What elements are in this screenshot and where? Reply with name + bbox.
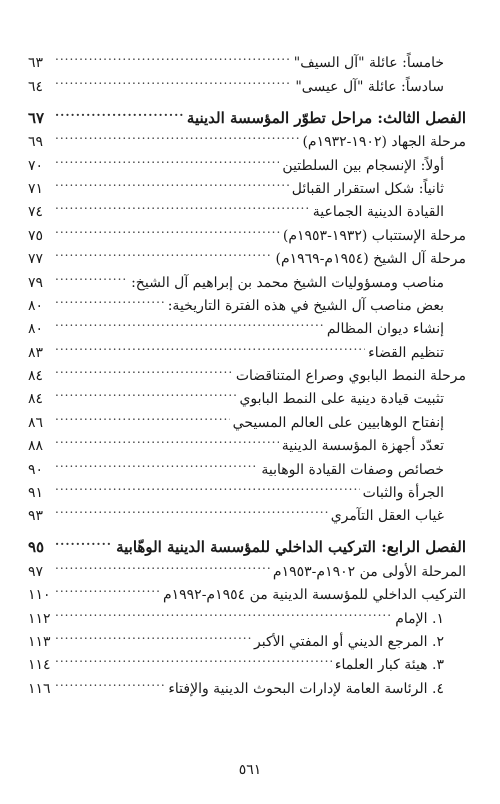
- toc-leader-dots: [55, 474, 360, 497]
- toc-entry-title: تنظيم القضاء: [368, 344, 444, 361]
- toc-entry-title: إنشاء ديوان المظالم: [326, 321, 444, 338]
- toc-entry-title: مرحلة الجهاد (١٩٠٢-١٩٣٢م): [302, 134, 466, 151]
- toc-entry-page: ٩٥: [28, 538, 45, 557]
- toc-entry-title: مرحلة الإستتباب (١٩٣٢-١٩٥٣م): [282, 227, 466, 244]
- toc-leader-dots: [55, 552, 270, 575]
- toc-leader-dots: [55, 193, 310, 216]
- toc-entry-page: ٨٨: [28, 438, 44, 455]
- toc-entry-page: ٨٤: [28, 368, 44, 385]
- toc-leader-dots: [55, 526, 113, 552]
- toc-entry-title: مرحلة النمط البابوي وصراع المتناقضات: [235, 368, 466, 385]
- toc-entry-page: ٨٦: [28, 414, 44, 431]
- toc-entry-title: الجرأة والثبات: [362, 485, 444, 502]
- toc-entry-page: ١١٦: [28, 680, 51, 697]
- toc-leader-dots: [55, 427, 279, 450]
- toc-entry-page: ٧٠: [28, 157, 44, 174]
- toc-entry-title: الفصل الرابع: التركيب الداخلي للمؤسسة الدينية الوهّابية: [116, 538, 466, 557]
- toc-leader-dots: [55, 310, 324, 333]
- toc-entry: [28, 44, 466, 72]
- toc-entry-title: مرحلة آل الشيخ (١٩٥٤م-١٩٦٩م): [275, 251, 466, 268]
- toc-entry-page: ٧٥: [28, 227, 44, 244]
- toc-leader-dots: [55, 146, 279, 169]
- toc-entry-page: ٧٩: [28, 274, 44, 291]
- toc-entry-page: ٩١: [28, 485, 44, 502]
- toc-leader-dots: [55, 97, 184, 123]
- toc-entry-page: ٩٠: [28, 461, 44, 478]
- toc-leader-dots: [55, 403, 230, 426]
- toc-entry-title: تعدّد أجهزة المؤسسة الدينية: [281, 438, 444, 455]
- toc-entry-title: تثبيت قيادة دينية على النمط البابوي: [239, 391, 444, 408]
- table-of-contents: [28, 44, 466, 697]
- toc-entry-title: مناصب ومسؤوليات الشيخ محمد بن إبراهيم آل الشيخ:: [131, 274, 444, 291]
- toc-entry-page: ٨٠: [28, 321, 44, 338]
- toc-entry-page: ٩٧: [28, 563, 44, 580]
- toc-leader-dots: [55, 599, 392, 622]
- toc-entry-page: ١١٤: [28, 657, 51, 674]
- toc-leader-dots: [55, 450, 258, 473]
- toc-entry-title: سادساً: عائلة "آل عيسى": [295, 78, 444, 95]
- toc-leader-dots: [55, 44, 291, 67]
- toc-entry-page: ٦٣: [28, 55, 44, 72]
- toc-entry-title: ٢. المرجع الديني أو المفتي الأكبر: [254, 633, 444, 650]
- toc-entry-title: المرحلة الأولى من ١٩٠٢م-١٩٥٣م: [272, 563, 466, 580]
- toc-entry-page: ١١٢: [28, 610, 51, 627]
- toc-leader-dots: [55, 623, 251, 646]
- toc-entry-page: ٨٣: [28, 344, 44, 361]
- toc-entry-page: ٧١: [28, 180, 44, 197]
- toc-leader-dots: [55, 67, 292, 90]
- toc-entry-title: أولاً: الإنسجام بين السلطتين: [282, 157, 444, 174]
- toc-entry-title: ٤. الرئاسة العامة لإدارات البحوث الدينية والإفتاء: [168, 680, 444, 697]
- toc-entry-title: بعض مناصب آل الشيخ في هذه الفترة التاريخية:: [167, 297, 444, 314]
- page-number: ٥٦١: [238, 762, 262, 778]
- toc-leader-dots: [55, 357, 233, 380]
- toc-leader-dots: [55, 497, 328, 520]
- toc-chapter-heading: [28, 97, 466, 127]
- toc-entry-title: التركيب الداخلي للمؤسسة الدينية من ١٩٥٤م-١٩٩٢م: [162, 587, 466, 604]
- toc-chapter-heading: [28, 526, 466, 557]
- toc-entry-page: ٧٤: [28, 204, 44, 221]
- toc-entry-title: الفصل الثالث: مراحل تطوّر المؤسسة الدينية: [186, 108, 466, 127]
- toc-entry-page: ٨٠: [28, 297, 44, 314]
- toc-leader-dots: [55, 380, 236, 403]
- toc-entry-page: ٧٧: [28, 251, 44, 268]
- toc-leader-dots: [55, 287, 165, 310]
- toc-leader-dots: [55, 170, 289, 193]
- toc-leader-dots: [55, 123, 299, 146]
- toc-entry-title: خامساً: عائلة "آل السيف": [293, 55, 444, 72]
- toc-entry-title: القيادة الدينية الجماعية: [312, 204, 444, 221]
- toc-entry-page: ٦٩: [28, 134, 44, 151]
- toc-leader-dots: [55, 216, 280, 239]
- toc-entry-page: ٦٧: [28, 108, 45, 127]
- toc-entry-page: ١١٠: [28, 587, 51, 604]
- toc-leader-dots: [55, 263, 128, 286]
- toc-entry-title: ١. الإمام: [395, 610, 444, 627]
- toc-entry-title: ٣. هيئة كبار العلماء: [334, 657, 444, 674]
- toc-entry-page: ٨٤: [28, 391, 44, 408]
- toc-entry-title: ثانياً: شكل استقرار القبائل: [291, 180, 444, 197]
- toc-leader-dots: [55, 333, 365, 356]
- toc-entry-page: ١١٣: [28, 633, 51, 650]
- toc-entry-title: إنفتاح الوهابيين على العالم المسيحي: [232, 414, 444, 431]
- toc-leader-dots: [55, 240, 272, 263]
- toc-entry-page: ٩٣: [28, 508, 44, 525]
- toc-leader-dots: [55, 669, 165, 692]
- toc-entry-title: خصائص وصفات القيادة الوهابية: [261, 461, 444, 478]
- toc-entry-page: ٦٤: [28, 78, 44, 95]
- toc-entry-title: غياب العقل التآمري: [330, 508, 444, 525]
- toc-leader-dots: [55, 576, 160, 599]
- toc-leader-dots: [55, 646, 332, 669]
